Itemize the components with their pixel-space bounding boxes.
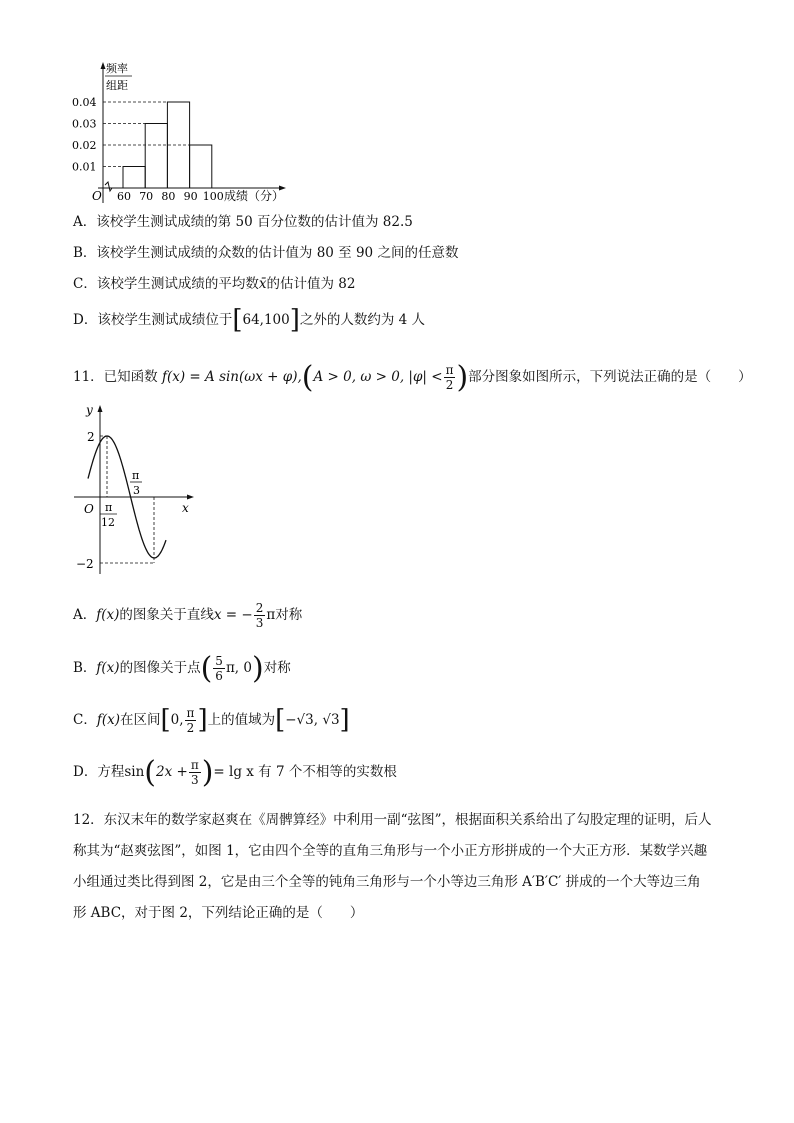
graph-max-label: 2 bbox=[87, 430, 95, 444]
q11-option-d-num: π bbox=[190, 758, 199, 772]
histogram-x-tick: 90 bbox=[183, 190, 198, 203]
q12-line-1: 12．东汉末年的数学家赵爽在《周髀算经》中利用一副“弦图”，根据面积关系给出了勾股定理的证明，后人 bbox=[73, 812, 712, 828]
histogram-ylabel-top: 频率 bbox=[106, 62, 128, 75]
q11-option-c-mid: 在区间 bbox=[120, 712, 161, 728]
q11-option-c: C．f(x)在区间[0, $\frac{\pi}{2}$ ]上的值域为[−√3, √3] bbox=[73, 705, 350, 735]
q11-option-b-pre: B． bbox=[73, 660, 97, 676]
q10-option-c-post: 的估计值为 82 bbox=[266, 276, 356, 292]
q11-option-b-rest: π, 0 bbox=[225, 660, 252, 676]
q11-option-b-post: 对称 bbox=[263, 660, 291, 676]
histogram-bar bbox=[190, 145, 212, 188]
q11-stem-frac-den: 2 bbox=[445, 378, 454, 392]
q11-option-a-eq: x = − bbox=[213, 607, 253, 623]
histogram-x-ticks bbox=[117, 190, 224, 203]
q11-stem-pre: 11．已知函数 bbox=[73, 369, 158, 385]
graph-pi12-den: 12 bbox=[101, 516, 115, 529]
q10-option-a: A．该校学生测试成绩的第 50 百分位数的估计值为 82.5 bbox=[73, 214, 413, 230]
q12-line-2: 称其为“赵爽弦图”，如图 1，它由四个全等的直角三角形与一个小正方形拼成的一个大正方形．某数学兴趣 bbox=[73, 843, 708, 859]
q11-option-c-num: π bbox=[186, 706, 195, 720]
q11-option-b-mid: 的图像关于点 bbox=[119, 660, 201, 676]
q12-line-4: 形 ABC，对于图 2，下列结论正确的是（ ） bbox=[73, 905, 364, 921]
histogram-x-tick: 60 bbox=[117, 190, 131, 203]
graph-xlabel: x bbox=[182, 501, 189, 515]
q11-option-a-fx: f(x) bbox=[96, 607, 120, 623]
q11-stem-post: 部分图象如图所示，下列说法正确的是（ ） bbox=[468, 369, 752, 385]
q11-option-a-pi: π bbox=[266, 607, 276, 623]
q11-option-b-den: 6 bbox=[215, 669, 223, 683]
q11-option-d-sin: sin bbox=[124, 764, 145, 780]
histogram-y-tick: 0.03 bbox=[72, 117, 97, 131]
q11-option-b-num: 5 bbox=[215, 654, 223, 668]
q11-option-c-i1: 0, bbox=[170, 712, 184, 728]
q10-option-d-post: 之外的人数约为 4 人 bbox=[299, 312, 426, 328]
q11-stem-cond: A > 0, ω > 0, |φ| < bbox=[313, 369, 443, 385]
q11-option-d-arg: 2x + bbox=[156, 764, 188, 780]
histogram-y-tick: 0.02 bbox=[72, 139, 97, 152]
q11-option-b: B．f(x)的图像关于点( $\frac{5}{6}$ π, 0)对称 bbox=[73, 651, 291, 686]
histogram-y-tick: 0.04 bbox=[72, 96, 97, 109]
histogram-xlabel: 成绩（分） bbox=[224, 189, 285, 203]
q11-option-d-post: = lg x 有 7 个不相等的实数根 bbox=[213, 764, 397, 780]
histogram-x-tick: 80 bbox=[161, 190, 176, 203]
q11-option-c-fx: f(x) bbox=[96, 712, 120, 728]
q11-option-a-num: 2 bbox=[255, 601, 264, 615]
q10-option-c bbox=[73, 274, 355, 294]
histogram-x-tick: 70 bbox=[139, 190, 154, 203]
q11-option-c-mid2: 上的值域为 bbox=[207, 712, 276, 728]
q10-option-c-var: x̄ bbox=[258, 276, 267, 292]
graph-pi12-num: π bbox=[105, 501, 113, 514]
graph-ylabel: y bbox=[86, 403, 93, 417]
sine-graph bbox=[70, 402, 200, 580]
histogram-origin: O bbox=[92, 189, 102, 203]
frequency-histogram bbox=[60, 58, 300, 208]
histogram-bar bbox=[145, 124, 167, 189]
q11-stem: 11．已知函数 f(x) = A sin(ωx + φ),(A > 0, ω > 0, |φ| < $\frac{\pi}{2}$ )部分图象如图所示，下列说法正确的是（ ） bbox=[73, 360, 752, 395]
q11-option-c-range: −√3, √3 bbox=[285, 712, 340, 728]
graph-origin: O bbox=[84, 502, 94, 516]
q11-stem-frac-num: π bbox=[445, 363, 454, 377]
q10-option-d: D．该校学生测试成绩位于[64,100]之外的人数约为 4 人 bbox=[73, 305, 426, 335]
graph-min-label: −2 bbox=[76, 557, 94, 571]
q11-option-a bbox=[73, 601, 302, 630]
q11-option-b-fx: f(x) bbox=[96, 660, 120, 676]
graph-pi3-num: π bbox=[132, 469, 140, 482]
q11-option-a-pre: A． bbox=[73, 607, 97, 623]
q10-option-b: B．该校学生测试成绩的众数的估计值为 80 至 90 之间的任意数 bbox=[73, 245, 459, 261]
q11-option-d-pre: D．方程 bbox=[73, 764, 125, 780]
histogram-bar bbox=[123, 167, 145, 189]
histogram-bars bbox=[123, 102, 212, 188]
q11-option-a-post: 对称 bbox=[275, 607, 303, 623]
q11-stem-func: f(x) = A sin(ωx + φ), bbox=[161, 369, 302, 385]
q11-option-a-den: 3 bbox=[255, 616, 264, 630]
histogram-y-ticks bbox=[72, 96, 97, 174]
q11-option-d-den: 3 bbox=[190, 773, 199, 787]
histogram-x-tick: 100 bbox=[202, 190, 224, 203]
q11-option-c-pre: C． bbox=[73, 712, 97, 728]
graph-pi3-den: 3 bbox=[133, 484, 140, 497]
histogram-ylabel-bottom: 组距 bbox=[106, 79, 128, 92]
q11-option-d: D．方程sin(2x + $\frac{\pi}{3}$ )= lg x 有 7 个不相等的实数根 bbox=[73, 755, 397, 790]
q10-option-d-interval: 64,100 bbox=[242, 312, 290, 328]
q11-option-a-mid: 的图象关于直线 bbox=[119, 607, 214, 623]
q10-option-c-pre: C．该校学生测试成绩的平均数 bbox=[73, 276, 259, 292]
q12-line-3: 小组通过类比得到图 2，它是由三个全等的钝角三角形与一个小等边三角形 A′B′C′ 拼成的一个大等边三角 bbox=[73, 874, 701, 890]
q10-option-d-pre: D．该校学生测试成绩位于 bbox=[73, 312, 233, 328]
histogram-gridlines bbox=[103, 102, 190, 167]
histogram-y-tick: 0.01 bbox=[72, 160, 97, 174]
q11-option-c-den: 2 bbox=[186, 721, 195, 735]
